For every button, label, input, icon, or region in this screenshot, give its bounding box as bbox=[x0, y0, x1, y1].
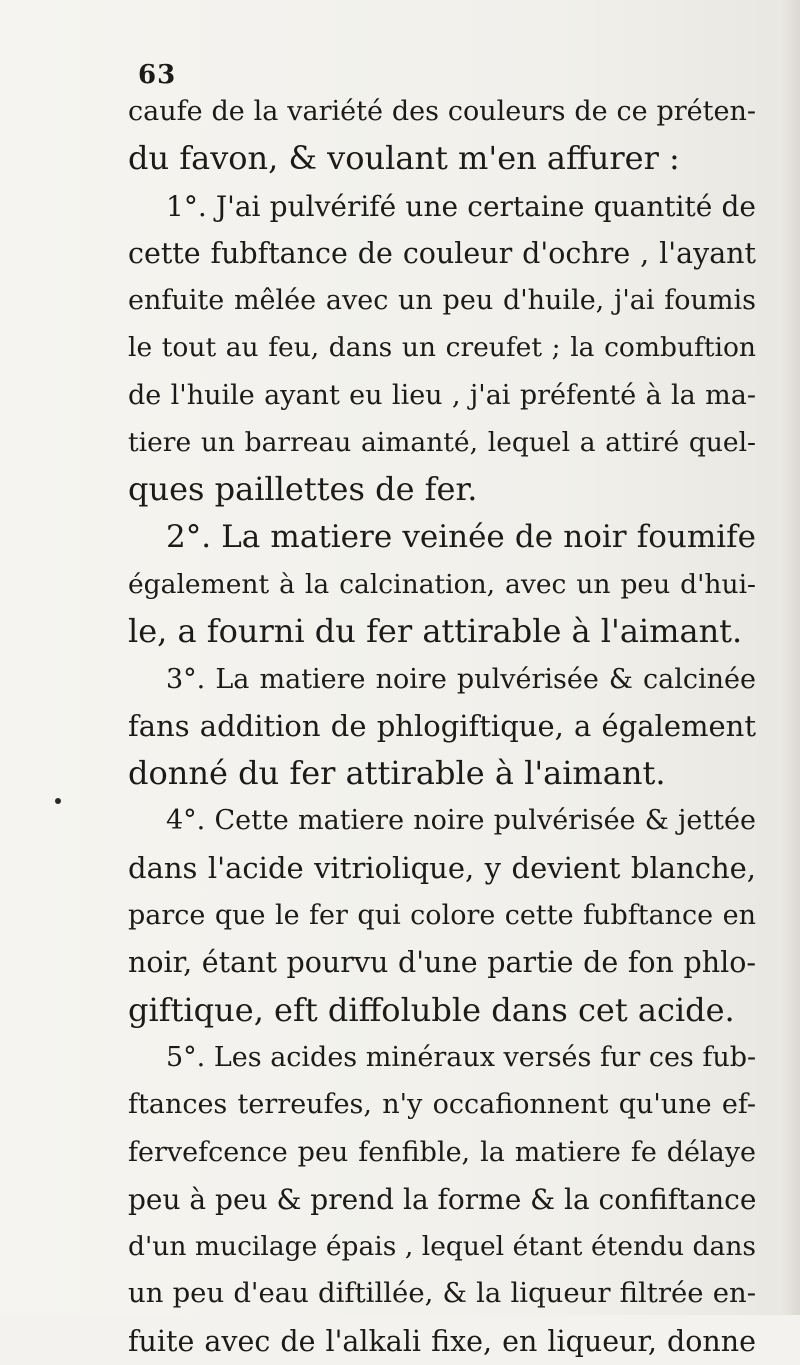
text-line: dans l'acide vitriolique, y devient blanche, bbox=[128, 850, 756, 885]
page-number: 63 bbox=[138, 60, 177, 90]
text-line: le tout au feu, dans un creufet ; la combuftion bbox=[128, 332, 756, 364]
text-line: tiere un barreau aimanté, lequel a attiré quel- bbox=[128, 427, 756, 459]
text-line: 3°. La matiere noire pulvérisée & calcinée bbox=[166, 663, 756, 695]
text-line: noir, étant pourvu d'une partie de fon phlo- bbox=[128, 946, 756, 980]
text-line: cette fubftance de couleur d'ochre , l'ayant bbox=[128, 236, 756, 270]
page-edge-shadow bbox=[782, 0, 800, 1315]
text-line: parce que le fer qui colore cette fubftance en bbox=[128, 900, 756, 932]
text-line: ques paillettes de fer. bbox=[128, 470, 478, 509]
text-line: le, a fourni du fer attirable à l'aimant. bbox=[128, 612, 743, 651]
text-line: caufe de la variété des couleurs de ce préten- bbox=[128, 96, 756, 127]
text-line: d'un mucilage épais , lequel étant étendu dans bbox=[128, 1231, 756, 1263]
text-line: fuite avec de l'alkali fixe, en liqueur, donne bbox=[128, 1324, 756, 1358]
text-line: de l'huile ayant eu lieu , j'ai préfenté à la ma- bbox=[128, 379, 756, 411]
text-line: 5°. Les acides minéraux versés fur ces fub- bbox=[166, 1041, 757, 1073]
text-line: donné du fer attirable à l'aimant. bbox=[128, 754, 666, 793]
text-line: du favon, & voulant m'en affurer : bbox=[128, 139, 680, 178]
text-line: enfuite mêlée avec un peu d'huile, j'ai foumis bbox=[128, 285, 756, 317]
text-line: 4°. Cette matiere noire pulvérisée & jettée bbox=[166, 805, 756, 837]
text-line: 1°. J'ai pulvérifé une certaine quantité de bbox=[166, 189, 756, 223]
text-line: fans addition de phlogiftique, a également bbox=[128, 708, 756, 743]
text-line: un peu d'eau diftillée, & la liqueur filtrée en- bbox=[128, 1277, 756, 1310]
ink-speck bbox=[55, 798, 61, 804]
text-line: 2°. La matiere veinée de noir foumife bbox=[166, 518, 756, 555]
text-line: ftances terreufes, n'y occafionnent qu'une ef- bbox=[128, 1089, 756, 1121]
body-text bbox=[128, 88, 756, 1365]
text-line: également à la calcination, avec un peu d'hui- bbox=[128, 568, 756, 600]
text-line: peu à peu & prend la forme & la confiftance bbox=[128, 1182, 757, 1216]
text-line: fervefcence peu fenfible, la matiere fe délaye bbox=[128, 1136, 756, 1168]
text-line: giftique, eft diffoluble dans cet acide. bbox=[128, 990, 735, 1029]
